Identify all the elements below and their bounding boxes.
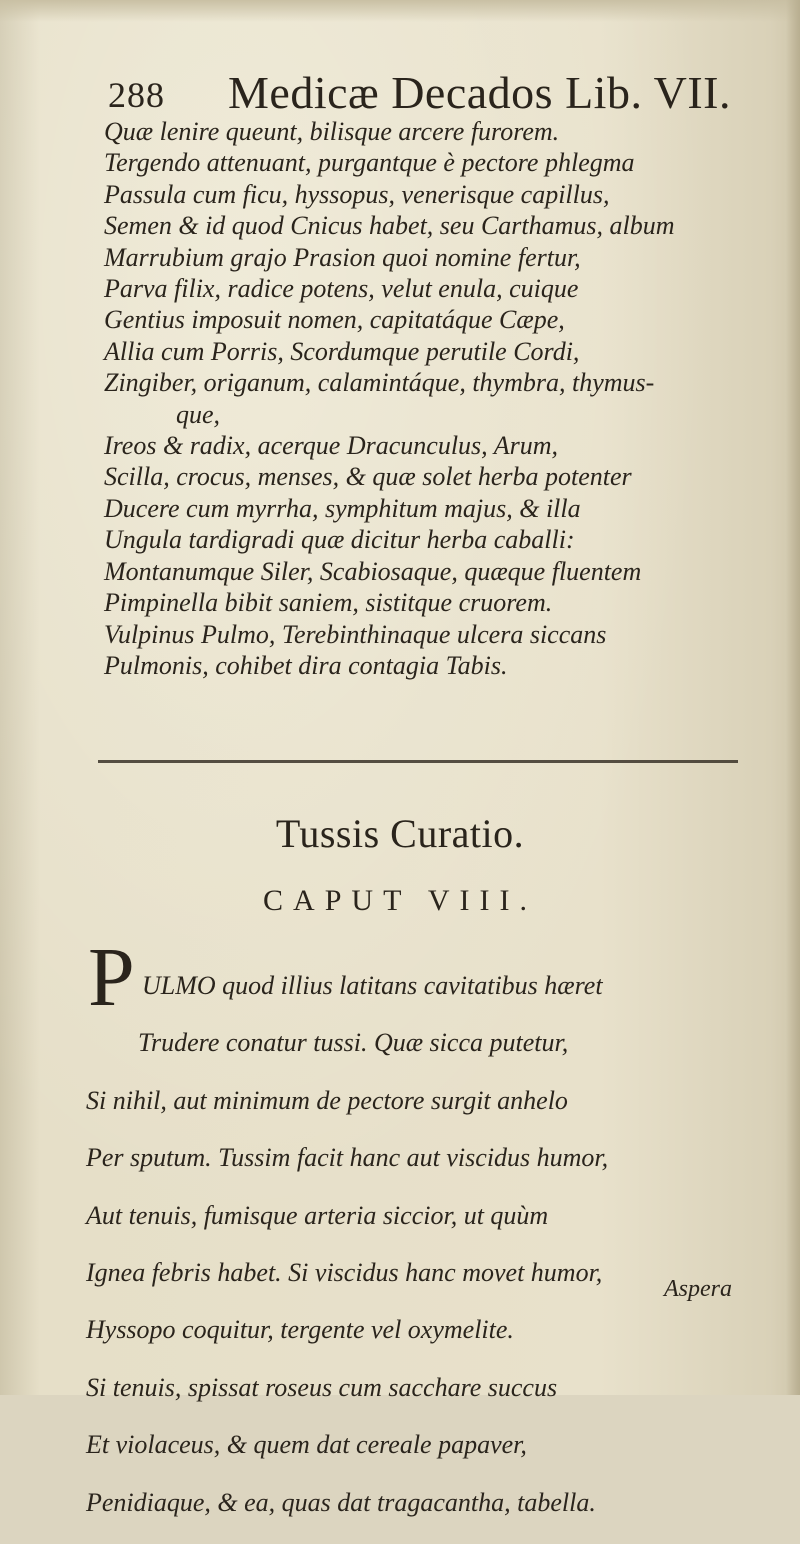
verse-line: Scilla, crocus, menses, & quæ solet herba potenter bbox=[104, 462, 632, 492]
verse-line: ULMO quod illius latitans cavitatibus hæret bbox=[142, 971, 603, 1000]
verse-line: Semen & id quod Cnicus habet, seu Carthamus, album bbox=[104, 211, 675, 241]
page-number: 288 bbox=[108, 75, 165, 115]
verse-line: Si tenuis, spissat roseus cum sacchare succus bbox=[86, 1372, 558, 1402]
verse-line: Pulmonis, cohibet dira contagia Tabis. bbox=[104, 650, 508, 680]
verse-line: Ignea febris habet. Si viscidus hanc movet humor, bbox=[86, 1258, 603, 1288]
verse-line: Aut tenuis, fumisque arteria siccior, ut quùm bbox=[86, 1200, 549, 1230]
verse-line: Montanumque Siler, Scabiosaque, quæque fluentem bbox=[104, 556, 642, 586]
verse-line: Ducere cum myrrha, symphitum majus, & illa bbox=[104, 493, 581, 523]
verse-line: Tergendo attenuant, purgantque è pectore phlegma bbox=[104, 148, 635, 178]
page-top-shadow bbox=[0, 0, 800, 22]
verse-line: Passula cum ficu, hyssopus, venerisque capillus, bbox=[104, 179, 610, 209]
verse-line: Pimpinella bibit saniem, sistitque cruorem. bbox=[104, 588, 553, 618]
verse-block-top bbox=[104, 116, 675, 681]
verse-block-bottom bbox=[86, 931, 609, 1544]
page-right-shadow bbox=[786, 0, 800, 1395]
verse-line: Allia cum Porris, Scordumque perutile Cordi, bbox=[104, 336, 580, 366]
verse-line: Ireos & radix, acerque Dracunculus, Arum, bbox=[104, 431, 558, 461]
section-title: Tussis Curatio. bbox=[275, 811, 525, 856]
verse-line: Zingiber, origanum, calamintáque, thymbra, thymus- bbox=[104, 368, 655, 398]
verse-line: Vulpinus Pulmo, Terebinthinaque ulcera siccans bbox=[104, 619, 607, 649]
verse-line: Per sputum. Tussim facit hanc aut viscidus humor, bbox=[86, 1143, 609, 1173]
running-title: Medicæ Decados Lib. VII. bbox=[228, 67, 731, 118]
chapter-title: CAPUT VIII. bbox=[263, 884, 537, 917]
drop-cap: P bbox=[88, 931, 135, 1024]
verse-line: Trudere conatur tussi. Quæ sicca putetur, bbox=[138, 1028, 569, 1058]
verse-line: Penidiaque, & ea, quas dat tragacantha, tabella. bbox=[86, 1487, 596, 1517]
verse-line: Si nihil, aut minimum de pectore surgit anhelo bbox=[86, 1085, 568, 1115]
verse-line: Et violaceus, & quem dat cereale papaver, bbox=[86, 1430, 527, 1460]
verse-line: Quæ lenire queunt, bilisque arcere furorem. bbox=[104, 117, 560, 146]
verse-line: Marrubium grajo Prasion quoi nomine fertur, bbox=[104, 242, 581, 272]
section-divider-rule bbox=[98, 760, 738, 763]
verse-line: Hyssopo coquitur, tergente vel oxymelite. bbox=[86, 1315, 514, 1345]
catchword: Aspera bbox=[664, 1276, 732, 1302]
verse-line-continuation: que, bbox=[176, 399, 221, 429]
verse-line: Ungula tardigradi quæ dicitur herba caballi: bbox=[104, 525, 575, 555]
verse-line: Gentius imposuit nomen, capitatáque Cæpe, bbox=[104, 305, 565, 335]
verse-line: Parva filix, radice potens, velut enula, cuique bbox=[104, 274, 579, 304]
page-header bbox=[108, 66, 731, 120]
